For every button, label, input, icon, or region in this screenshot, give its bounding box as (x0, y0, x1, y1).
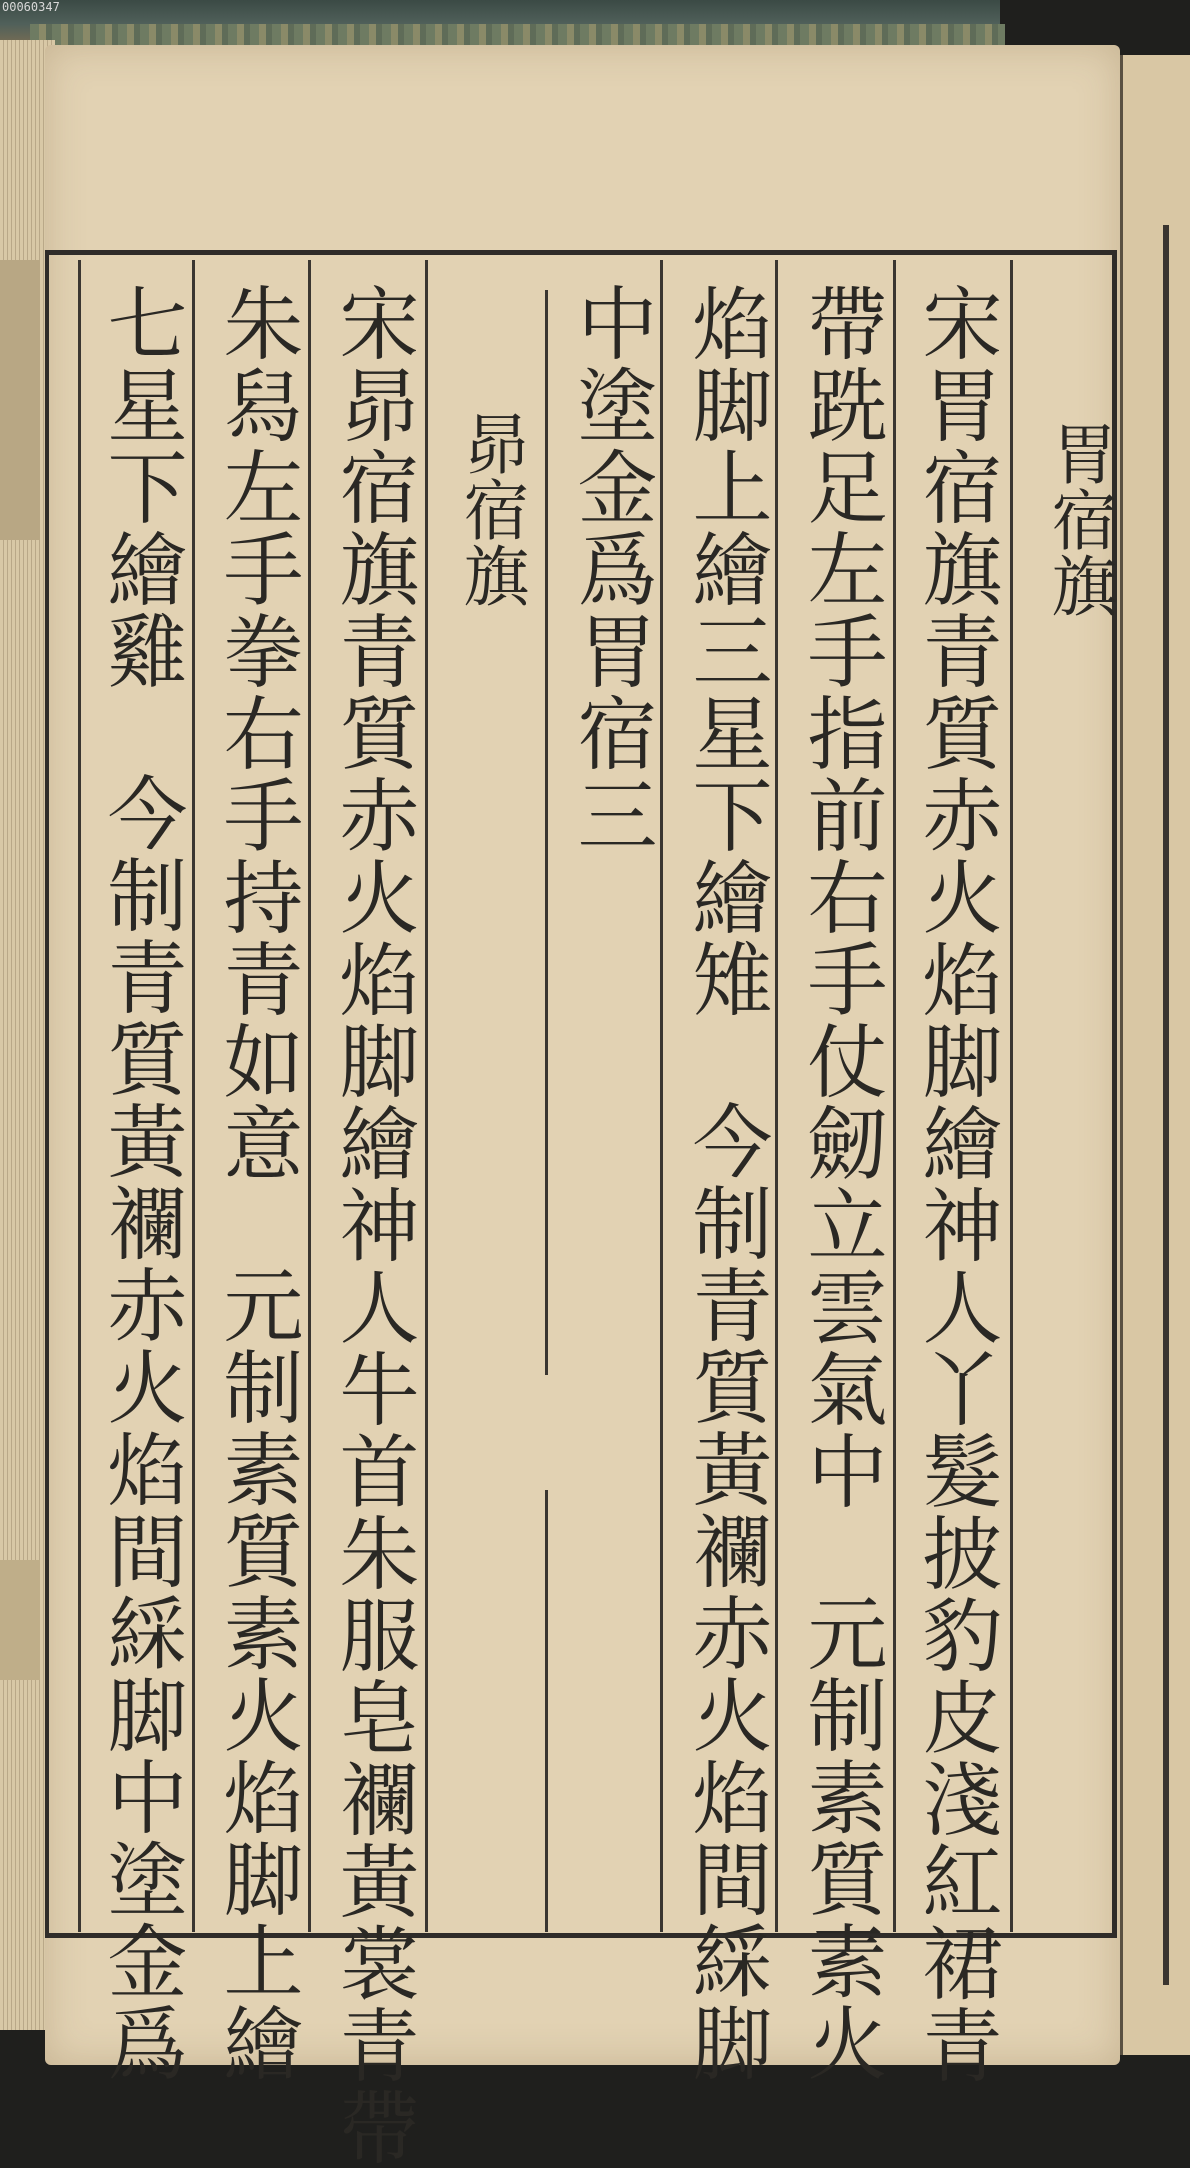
text-run: 今制青質黃襴赤火焰間綵脚 (679, 1100, 772, 2084)
column-rule (192, 260, 195, 1932)
edge-shadow (0, 1560, 40, 1680)
text-run: 七星下繪雞 (94, 282, 187, 692)
heading-mao-banner: 昴宿旗 (452, 410, 529, 608)
column-rule (308, 260, 311, 1932)
column-rule (775, 260, 778, 1932)
next-page-edge (1120, 55, 1190, 2055)
text-column (206, 282, 306, 2084)
text-run: 朱舄左手拳右手持青如意 (210, 282, 303, 1184)
column-rule (893, 260, 896, 1932)
column-rule (78, 260, 81, 1932)
text-run: 中塗金爲胃宿三 (564, 282, 657, 856)
text-column (790, 282, 890, 2084)
heading-wei-banner: 胃宿旗 (1040, 420, 1117, 618)
column-rule (1010, 260, 1013, 1932)
text-column (322, 282, 422, 2168)
text-column (675, 282, 775, 2084)
column-rule (425, 260, 428, 1932)
column-rule (660, 260, 663, 1932)
text-column (560, 282, 660, 856)
text-run: 宋胃宿旗青質赤火焰脚繪神人丫髮披豹皮淺紅裙青 (909, 282, 1002, 2086)
text-run: 元制素質素火 (794, 1592, 887, 2084)
text-column (90, 282, 190, 2084)
column-rule (545, 1490, 548, 1932)
next-page-border (1163, 225, 1169, 1985)
edge-shadow (0, 260, 40, 540)
text-run: 帶跣足左手指前右手仗劒立雲氣中 (794, 282, 887, 1512)
scan-id-label: 00060347 (2, 0, 60, 14)
text-run: 宋昴宿旗青質赤火焰脚繪神人牛首朱服皂襴黃裳青帶 (326, 282, 419, 2168)
text-column (905, 282, 1005, 2086)
text-run: 焰脚上繪三星下繪雉 (679, 282, 772, 1020)
column-rule (545, 290, 548, 1375)
text-run: 今制青質黃襴赤火焰間綵脚中塗金爲 (94, 772, 187, 2084)
text-run: 元制素質素火焰脚上繪 (210, 1264, 303, 2084)
